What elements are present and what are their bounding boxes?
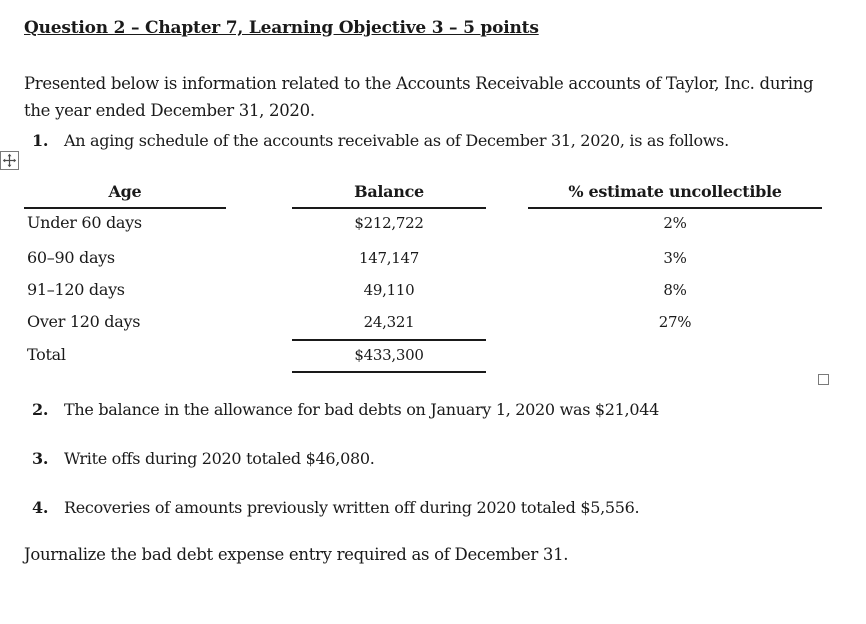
item-text: The balance in the allowance for bad debts on January 1, 2020 was $21,044 [64, 400, 659, 419]
question-title: Question 2 – Chapter 7, Learning Objective 3 – 5 points [24, 18, 539, 38]
list-item-3 [32, 449, 375, 468]
cell-pct: 27% [658, 313, 692, 331]
cell-age: 91–120 days [27, 280, 125, 299]
list-item-2 [32, 400, 659, 419]
header-pct: % estimate uncollectible [568, 182, 782, 201]
total-label: Total [27, 345, 66, 364]
header-balance: Balance [354, 182, 424, 201]
cell-age: Under 60 days [27, 213, 142, 232]
list-item-4 [32, 498, 639, 517]
cell-balance: 49,110 [363, 281, 415, 299]
header-rule-pct [528, 207, 822, 209]
header-rule-balance [292, 207, 486, 209]
item-number: 3. [32, 449, 49, 468]
cell-age: 60–90 days [27, 248, 115, 267]
total-rule [292, 371, 486, 373]
cell-pct: 8% [663, 281, 687, 299]
move-handle-icon [2, 153, 17, 168]
item-text: An aging schedule of the accounts receivable as of December 31, 2020, is as follows. [64, 131, 729, 150]
cell-balance: $212,722 [354, 214, 424, 232]
cell-pct: 3% [663, 249, 687, 267]
cell-pct: 2% [663, 214, 687, 232]
resize-handle-icon[interactable] [818, 374, 829, 385]
total-balance: $433,300 [354, 346, 424, 364]
header-rule-age [24, 207, 226, 209]
header-age: Age [108, 182, 142, 201]
intro-paragraph: Presented below is information related to the Accounts Receivable accounts of Taylor, Inc. during the year ended December 31, 2020. [24, 74, 814, 120]
cell-balance: 147,147 [359, 249, 419, 267]
cell-balance: 24,321 [363, 313, 415, 331]
sum-rule [292, 339, 486, 341]
item-number: 4. [32, 498, 49, 517]
item-text: Recoveries of amounts previously written off during 2020 totaled $5,556. [64, 498, 640, 517]
item-number: 1. [32, 131, 49, 150]
cell-age: Over 120 days [27, 312, 141, 331]
table-move-handle[interactable] [0, 151, 19, 170]
item-text: Write offs during 2020 totaled $46,080. [64, 449, 375, 468]
instruction-text: Journalize the bad debt expense entry required as of December 31. [24, 545, 569, 564]
item-number: 2. [32, 400, 49, 419]
list-item-1 [32, 131, 729, 150]
